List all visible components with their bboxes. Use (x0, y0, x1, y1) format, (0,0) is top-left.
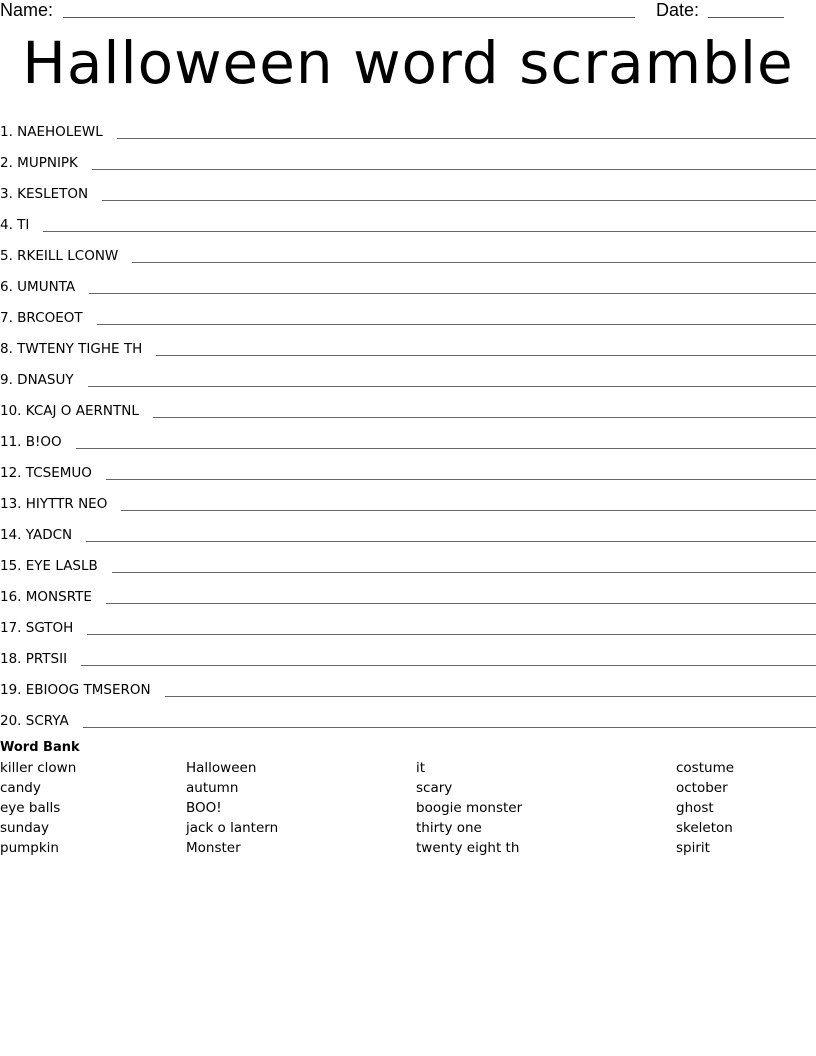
word-bank-word: killer clown (0, 760, 77, 776)
word-bank-word: pumpkin (0, 840, 59, 856)
answer-line[interactable] (121, 510, 816, 511)
scramble-label: 5. RKEILL LCONW (0, 248, 119, 264)
scramble-item (0, 638, 816, 669)
scramble-item (0, 297, 816, 328)
scramble-label: 12. TCSEMUO (0, 465, 92, 481)
answer-line[interactable] (43, 231, 816, 232)
answer-line[interactable] (87, 634, 816, 635)
word-bank-word: autumn (186, 780, 239, 796)
scramble-label: 13. HIYTTR NEO (0, 496, 108, 512)
word-bank-word: scary (416, 780, 453, 796)
word-bank (0, 739, 816, 857)
answer-line[interactable] (76, 448, 816, 449)
scramble-label: 15. EYE LASLB (0, 558, 98, 574)
scramble-item (0, 576, 816, 607)
scramble-label: 2. MUPNIPK (0, 155, 78, 171)
scramble-item (0, 111, 816, 142)
word-bank-word: skeleton (676, 820, 733, 836)
scramble-label: 19. EBIOOG TMSERON (0, 682, 151, 698)
answer-line[interactable] (89, 293, 816, 294)
scramble-item (0, 266, 816, 297)
name-field[interactable] (63, 17, 635, 18)
scramble-label: 7. BRCOEOT (0, 310, 83, 326)
answer-line[interactable] (112, 572, 816, 573)
scramble-item (0, 390, 816, 421)
scramble-item (0, 607, 816, 638)
word-bank-word: sunday (0, 820, 49, 836)
word-bank-word: it (416, 760, 426, 776)
scramble-label: 3. KESLETON (0, 186, 89, 202)
date-field[interactable] (708, 17, 784, 18)
word-bank-word: candy (0, 780, 41, 796)
answer-line[interactable] (102, 200, 816, 201)
word-bank-word: Halloween (186, 760, 257, 776)
scramble-label: 17. SGTOH (0, 620, 74, 636)
scramble-item (0, 545, 816, 576)
answer-line[interactable] (97, 324, 816, 325)
word-bank-word: BOO! (186, 800, 222, 816)
answer-line[interactable] (165, 696, 816, 697)
word-bank-word: thirty one (416, 820, 482, 836)
scramble-item (0, 204, 816, 235)
word-bank-word: costume (676, 760, 735, 776)
scramble-item (0, 669, 816, 700)
answer-line[interactable] (117, 138, 816, 139)
date-label: Date: (656, 0, 700, 20)
word-bank-word: twenty eight th (416, 840, 520, 856)
scramble-label: 8. TWTENY TIGHE TH (0, 341, 143, 357)
scramble-label: 4. TI (0, 217, 30, 233)
word-bank-title: Word Bank (0, 740, 80, 755)
word-bank-word: boogie monster (416, 800, 523, 816)
word-bank-word: october (676, 780, 728, 796)
word-bank-word: spirit (676, 840, 710, 856)
answer-line[interactable] (156, 355, 816, 356)
scramble-label: 18. PRTSII (0, 651, 68, 667)
answer-line[interactable] (132, 262, 816, 263)
answer-line[interactable] (92, 169, 816, 170)
word-bank-word: jack o lantern (186, 820, 279, 836)
answer-line[interactable] (153, 417, 816, 418)
answer-line[interactable] (106, 479, 816, 480)
scramble-label: 20. SCRYA (0, 713, 69, 729)
scramble-item (0, 359, 816, 390)
word-bank-grid (0, 759, 816, 857)
scramble-label: 1. NAEHOLEWL (0, 124, 103, 140)
scramble-item (0, 483, 816, 514)
word-bank-word: Monster (186, 840, 241, 856)
scramble-label: 10. KCAJ O AERNTNL (0, 403, 139, 419)
scramble-item (0, 514, 816, 545)
scramble-label: 11. B!OO (0, 434, 62, 450)
answer-line[interactable] (88, 386, 816, 387)
answer-line[interactable] (106, 603, 816, 604)
scramble-item (0, 700, 816, 731)
scramble-item (0, 173, 816, 204)
scramble-list (0, 111, 816, 731)
word-bank-word: ghost (676, 800, 714, 816)
header (0, 0, 816, 24)
scramble-label: 16. MONSRTE (0, 589, 92, 605)
scramble-item (0, 235, 816, 266)
word-bank-word: eye balls (0, 800, 61, 816)
scramble-item (0, 328, 816, 359)
scramble-label: 9. DNASUY (0, 372, 74, 388)
answer-line[interactable] (81, 665, 816, 666)
answer-line[interactable] (83, 727, 816, 728)
scramble-label: 6. UMUNTA (0, 279, 76, 295)
scramble-label: 14. YADCN (0, 527, 73, 543)
scramble-item (0, 142, 816, 173)
answer-line[interactable] (86, 541, 816, 542)
page-title: Halloween word scramble (22, 29, 794, 97)
scramble-item (0, 452, 816, 483)
scramble-item (0, 421, 816, 452)
name-label: Name: (0, 0, 54, 20)
